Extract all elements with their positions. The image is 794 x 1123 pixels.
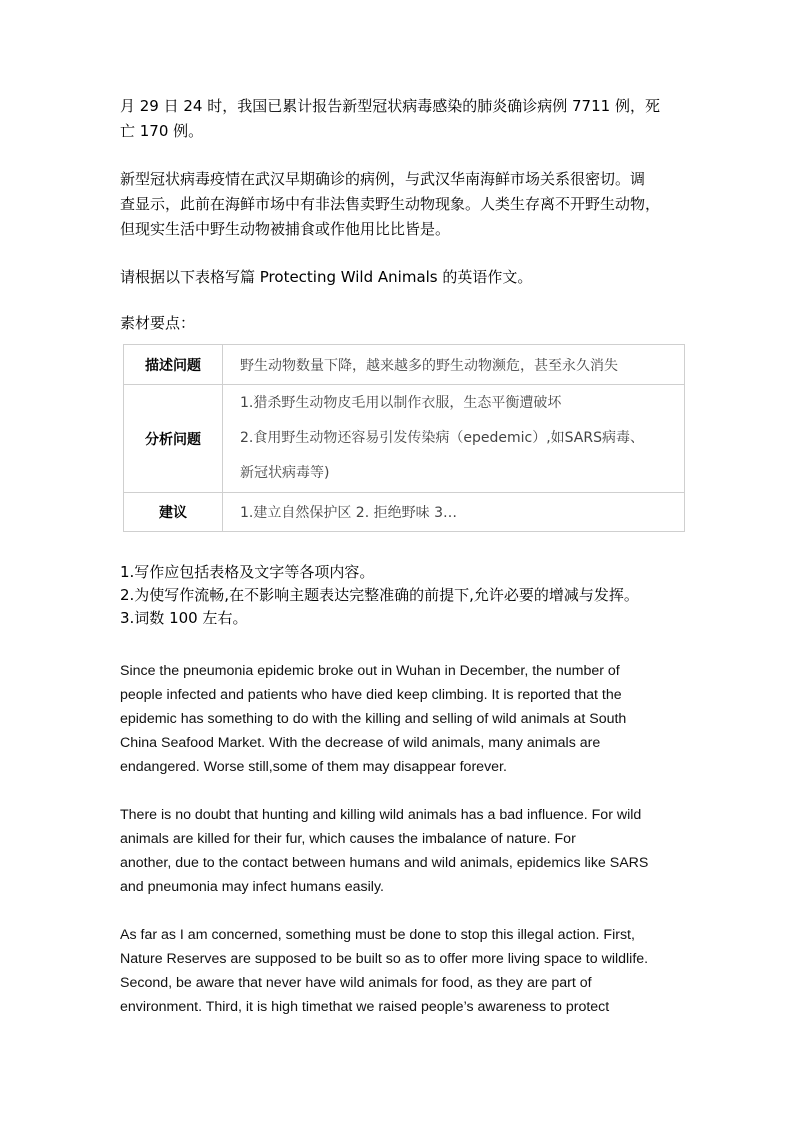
document-page [120,94,680,1019]
materials-label: 素材要点： [120,314,196,332]
essay-line: people infected and patients who have died keep climbing. It is reported that the [120,687,622,703]
intro-line: 但现实生活中野生动物被捕食或作他用比比皆是。 [120,220,451,238]
row-header: 建议 [124,493,223,532]
essay-paragraph-2 [120,803,680,899]
requirement-item: 3.词数 100 左右。 [120,609,248,627]
essay-line: and pneumonia may infect humans easily. [120,879,384,895]
row-content-line: 1.猎杀野生动物皮毛用以制作衣服，生态平衡遭破坏 [240,395,562,411]
requirements-list [120,561,680,630]
essay-line: Second, be aware that never have wild animals for food, as they are part of [120,975,592,991]
essay-line: China Seafood Market. With the decrease of wild animals, many animals are [120,735,601,751]
table-row [124,385,685,493]
requirement-item: 2.为使写作流畅,在不影响主题表达完整准确的前提下,允许必要的增减与发挥。 [120,586,639,604]
intro-paragraph-1 [120,94,680,144]
row-content: 1.建立自然保护区 2. 拒绝野味 3… [223,493,685,532]
intro-paragraph-2 [120,167,680,242]
row-header: 描述问题 [124,345,223,385]
essay-paragraph-3 [120,923,680,1019]
row-content [223,385,685,493]
essay-paragraph-1 [120,659,680,779]
intro-line: 亡 170 例。 [120,122,204,140]
table-row [124,345,685,385]
essay-line: As far as I am concerned, something must be done to stop this illegal action. First, [120,927,635,943]
essay-line: animals are killed for their fur, which causes the imbalance of nature. For [120,831,576,847]
intro-line: 月 29 日 24 时，我国已累计报告新型冠状病毒感染的肺炎确诊病例 7711 例，死 [120,97,660,115]
essay-line: Since the pneumonia epidemic broke out in Wuhan in December, the number of [120,663,620,679]
essay-line: There is no doubt that hunting and killing wild animals has a bad influence. For wild [120,807,642,823]
row-header: 分析问题 [124,385,223,493]
task-instruction: 请根据以下表格写篇 Protecting Wild Animals 的英语作文。 [120,268,533,286]
requirement-item: 1.写作应包括表格及文字等各项内容。 [120,563,375,581]
essay-line: epidemic has something to do with the killing and selling of wild animals at South [120,711,627,727]
table-row [124,493,685,532]
essay-line: another, due to the contact between humans and wild animals, epidemics like SARS [120,855,649,871]
row-content-line: 2.食用野生动物还容易引发传染病（epedemic）,如SARS病毒、 [240,430,644,446]
materials-table [123,344,685,532]
essay-line: endangered. Worse still,some of them may disappear forever. [120,759,507,775]
intro-line: 查显示，此前在海鲜市场中有非法售卖野生动物现象。人类生存离不开野生动物， [120,195,661,213]
essay-line: environment. Third, it is high timethat we raised people’s awareness to protect [120,999,610,1015]
intro-line: 新型冠状病毒疫情在武汉早期确诊的病例，与武汉华南海鲜市场关系很密切。调 [120,170,646,188]
row-content: 野生动物数量下降，越来越多的野生动物濒危，甚至永久消失 [223,345,685,385]
row-content-line: 新冠状病毒等) [240,465,330,481]
essay-line: Nature Reserves are supposed to be built so as to offer more living space to wildlife. [120,951,649,967]
